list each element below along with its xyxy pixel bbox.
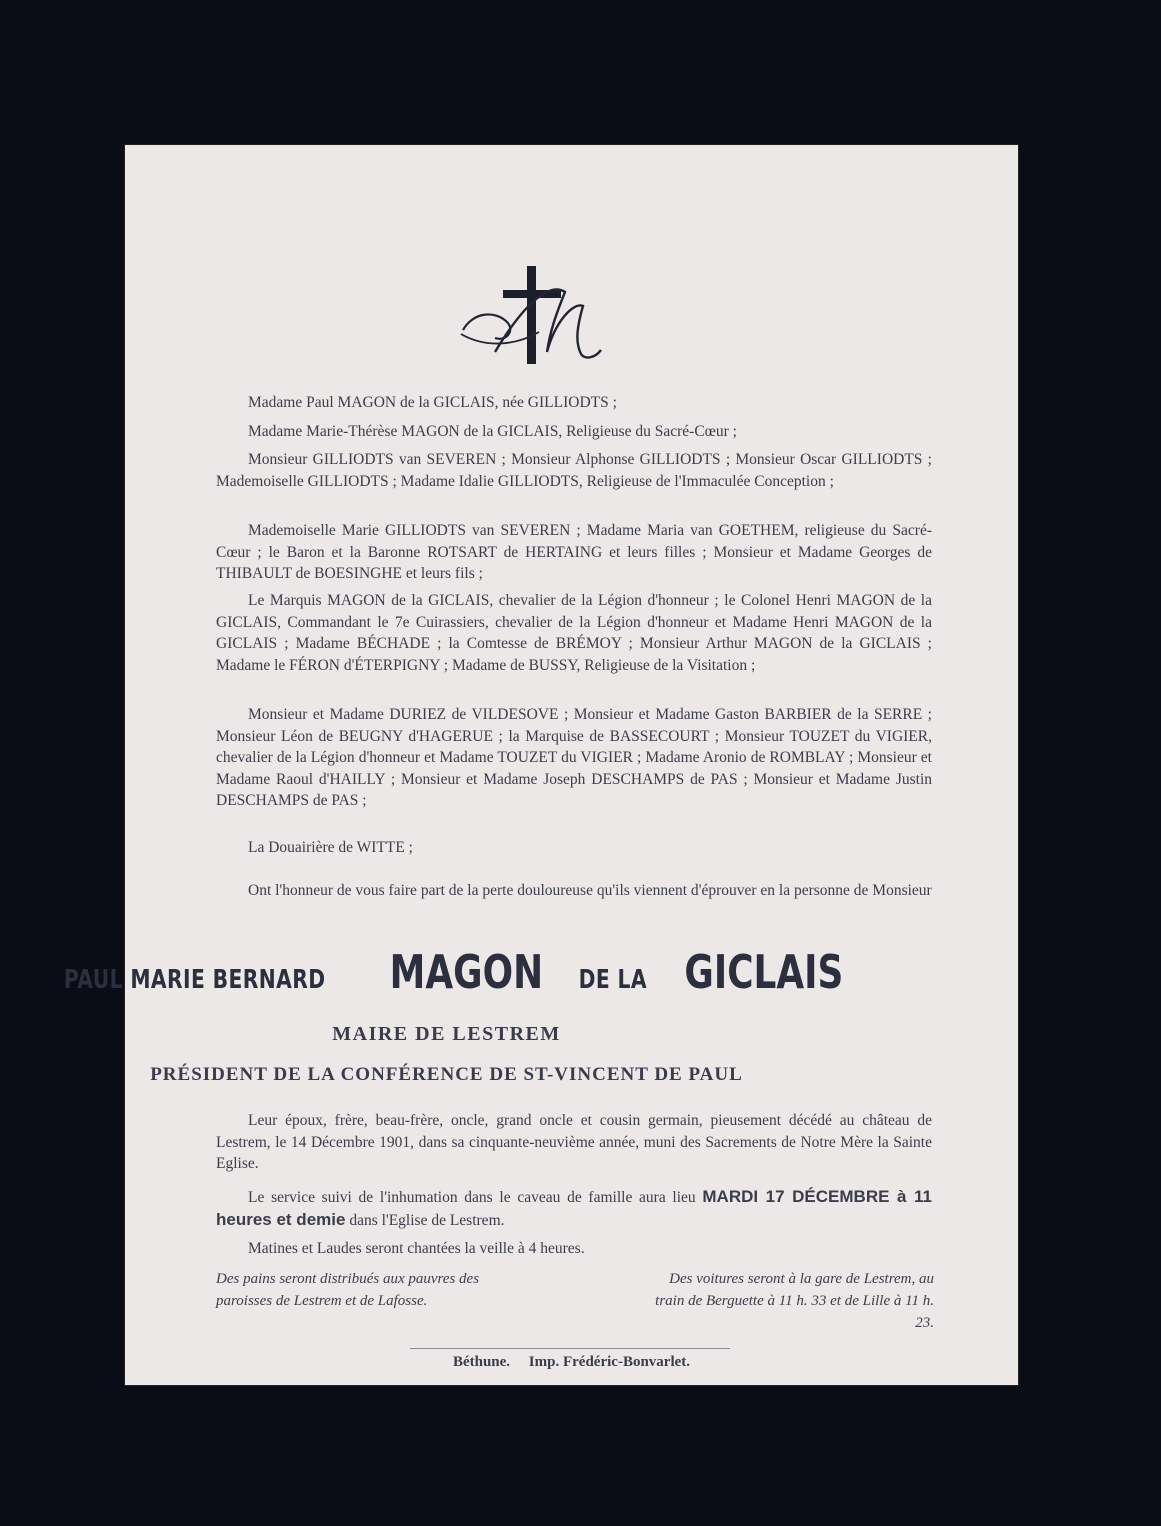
death-details: Leur époux, frère, beau-frère, oncle, grand oncle et cousin germain, pieusement décédé au château de Lestrem, le 14 Décembre 1901, dans sa cinquante-neuvième année, muni des Sacrements de Notre Mère la Sainte Eglise. bbox=[216, 1112, 932, 1172]
mourner-paragraph-3: Monsieur GILLIODTS van SEVEREN ; Monsieur Alphonse GILLIODTS ; Monsieur Oscar GILLIODTS ; Mademoiselle GILLIODTS ; Madame Idalie GILLIODTS, Religieuse de l'Immaculée Conception ; bbox=[216, 451, 932, 490]
deceased-given-names: PAUL MARIE BERNARD bbox=[64, 965, 326, 995]
service-text: Le service suivi de l'inhumation dans le caveau de famille aura lieu bbox=[248, 1189, 696, 1206]
printer-footer: Béthune. Imp. Frédéric-Bonvarlet. bbox=[452, 1354, 691, 1370]
cross-monogram-icon bbox=[455, 262, 625, 372]
mourner-line-1: Madame Paul MAGON de la GICLAIS, née GILLIODTS ; bbox=[248, 394, 617, 411]
footer-rule bbox=[410, 1348, 730, 1349]
service-place: dans l'Eglise de Lestrem. bbox=[349, 1211, 505, 1229]
mourner-paragraph-5: Le Marquis MAGON de la GICLAIS, chevalier de la Légion d'honneur ; le Colonel Henri MAGON de la GICLAIS, Commandant le 7e Cuirassiers, chevalier de la Légion d'honneur et Madame Henri MAGON de la GICLAIS ; Madame BÉCHADE ; la Comtesse de BRÉMOY ; Monsieur Arthur MAGON de la GICLAIS ; Madame le FÉRON d'ÉTERPIGNY ; Madame de BUSSY, Religieuse de la Visitation ; bbox=[216, 592, 932, 674]
mourner-paragraph-4: Mademoiselle Marie GILLIODTS van SEVEREN ; Madame Maria van GOETHEM, religieuse du Sacré-Cœur ; le Baron et la Baronne ROTSART de HERTAING et leurs filles ; Monsieur et Madame Georges de THIBAULT de BOESINGHE et leurs fils ; bbox=[216, 522, 932, 582]
bread-note: Des pains seront distribués aux pauvres des paroisses de Lestrem et de Lafosse. bbox=[216, 1271, 480, 1309]
deceased-name bbox=[0, 945, 893, 999]
deceased-surname-1: MAGON bbox=[389, 945, 543, 999]
service-details bbox=[216, 1186, 932, 1231]
mourner-paragraph-6: Monsieur et Madame DURIEZ de VILDESOVE ; Monsieur et Madame Gaston BARBIER de la SERRE ; Monsieur Léon de BEUGNY d'HAGERUE ; la Marquise de BASSECOURT ; Monsieur TOUZET du VIGIER, chevalier de la Légion d'honneur et Madame TOUZET du VIGIER ; Madame Aronio de ROMBLAY ; Monsieur et Madame Raoul d'HAILLY ; Monsieur et Madame Joseph DESCHAMPS de PAS ; Monsieur et Madame Justin DESCHAMPS de PAS ; bbox=[216, 706, 932, 809]
matins-line: Matines et Laudes seront chantées la veille à 4 heures. bbox=[248, 1240, 585, 1257]
deceased-particle: DE LA bbox=[579, 965, 648, 995]
announcement-sentence: Ont l'honneur de vous faire part de la perte douloureuse qu'ils viennent d'éprouver en la personne de Monsieur bbox=[248, 882, 932, 899]
mourner-line-7: La Douairière de WITTE ; bbox=[248, 839, 413, 856]
deceased-surname-2: GICLAIS bbox=[684, 945, 844, 999]
service-date: MARDI 17 DÉCEMBRE à 11 heures et demie bbox=[216, 1187, 932, 1229]
deceased-title-president: PRÉSIDENT DE LA CONFÉRENCE DE ST-VINCENT DE PAUL bbox=[150, 1064, 743, 1085]
deceased-title-mayor: MAIRE DE LESTREM bbox=[332, 1023, 561, 1045]
carriage-note: Des voitures seront à la gare de Lestrem, au train de Berguette à 11 h. 33 et de Lille à 11 h. 23. bbox=[655, 1271, 934, 1331]
mourner-line-2: Madame Marie-Thérèse MAGON de la GICLAIS, Religieuse du Sacré-Cœur ; bbox=[248, 423, 737, 440]
